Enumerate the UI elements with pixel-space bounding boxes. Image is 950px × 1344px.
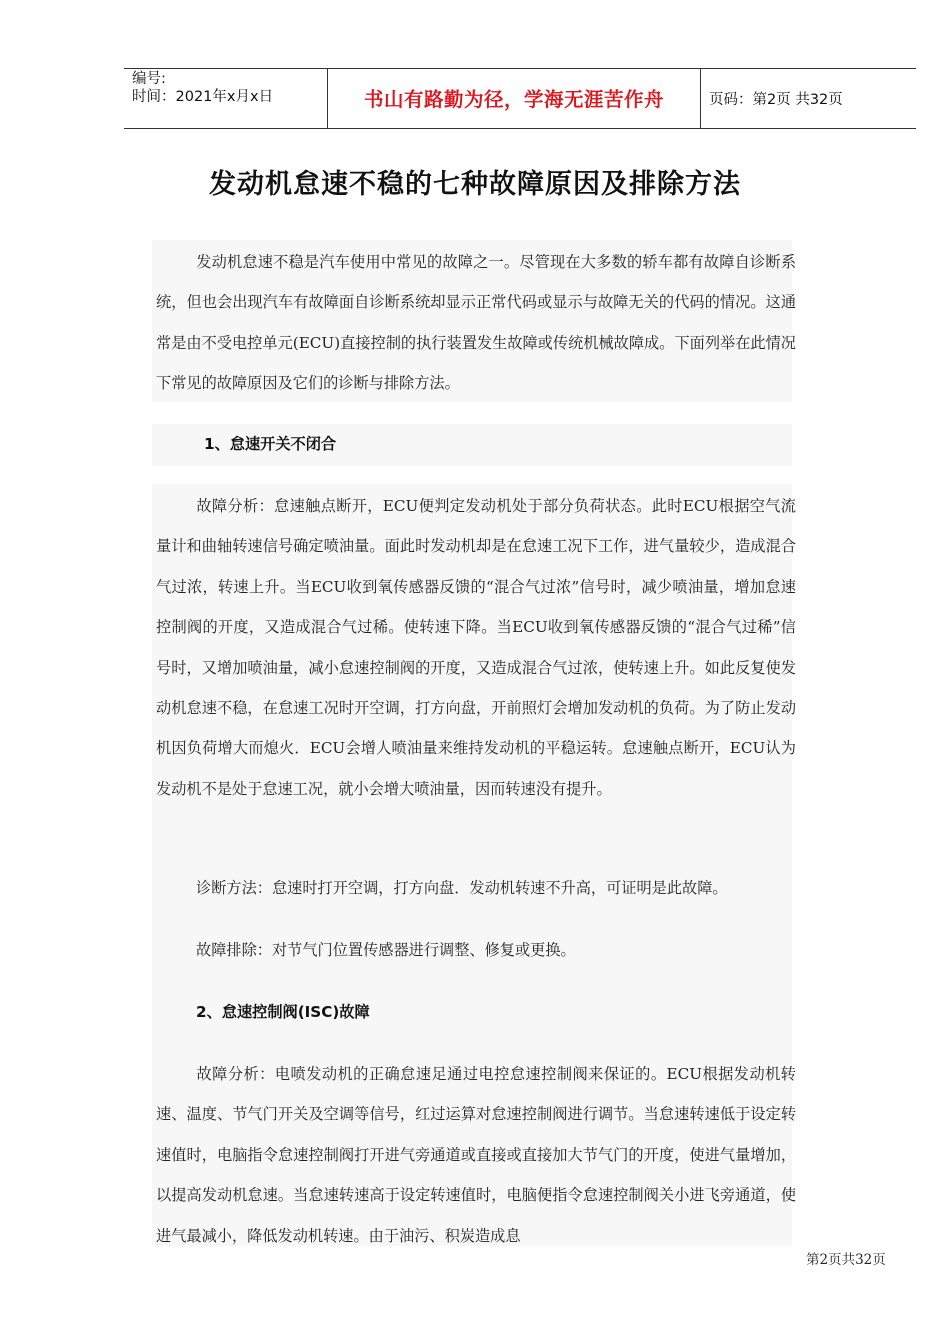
document-title: 发动机怠速不稳的七种故障原因及排除方法 — [209, 169, 741, 200]
serial-label: 编号: — [132, 71, 166, 87]
section1-analysis: 故障分析：怠速触点断开，ECU便判定发动机处于部分负荷状态。此时ECU根据空气流量计和曲轴转速信号确定喷油量。面此时发动机却是在怠速工况下工作，进气量较少，造成混合气过浓，转速上升。当ECU收到氧传感器反馈的“混合气过浓”信号时，减少喷油量，增加怠速控制阀的开度，又造成混合气过稀。使转速下降。当ECU收到氧传感器反馈的“混合气过稀”信号时，又增加喷油量，减小怠速控制阀的开度，又造成混合气过浓，使转速上升。如此反复使发动机怠速不稳，在怠速工况时开空调，打方向盘，开前照灯会增加发动机的负荷。为了防止发动机因负荷增大而熄火．ECU会增人喷油量来维持发动机的平稳运转。怠速触点断开，ECU认为发动机不是处于怠速工况，就小会增大喷油量，因而转速没有提升。 — [156, 497, 796, 798]
header-meta — [132, 70, 273, 106]
page-footer: 第2页共32页 — [806, 1252, 886, 1268]
section1-heading: 1、怠速开关不闭合 — [204, 435, 337, 453]
date-label: 时间：2021年x月x日 — [132, 89, 274, 105]
section2-analysis: 故障分析：电喷发动机的正确怠速足通过电控怠速控制阀来保证的。ECU根据发动机转速、温度、节气门开关及空调等信号，红过运算对怠速控制阀进行调节。当怠速转速低于设定转速值时，电脑指令怠速控制阀打开进气旁通道或直接或直接加大节气门的开度，使进气量增加，以提高发动机怠速。当怠速转速高于设定转速值时，电脑便指令怠速控制阀关小进飞旁通道，使进气最减小，降低发动机转速。由于油污、积炭造成息 — [156, 1065, 796, 1245]
section2-heading: 2、怠速控制阀(ISC)故障 — [196, 1003, 370, 1021]
intro-paragraph: 发动机怠速不稳是汽车使用中常见的故障之一。尽管现在大多数的轿车都有故障自诊断系统，但也会出现汽车有故障面自诊断系统却显示正常代码或显示与故障无关的代码的情况。这通常是由不受电控单元(ECU)直接控制的执行装置发生故障或传统机械故障成。下面列举在此情况下常见的故障原因及它们的诊断与排除方法。 — [156, 253, 796, 393]
header-divider — [700, 68, 701, 129]
section1-fix: 故障排除：对节气门位置传感器进行调整、修复或更换。 — [196, 941, 576, 959]
header-page-info: 页码：第2页 共32页 — [709, 92, 843, 108]
header-bottom-rule — [124, 128, 916, 129]
section1-diagnosis: 诊断方法：怠速时打开空调，打方向盘．发动机转速不升高，可证明是此故障。 — [196, 879, 728, 897]
header-motto: 书山有路勤为径，学海无涯苦作舟 — [363, 88, 664, 111]
header-top-rule — [124, 68, 916, 69]
